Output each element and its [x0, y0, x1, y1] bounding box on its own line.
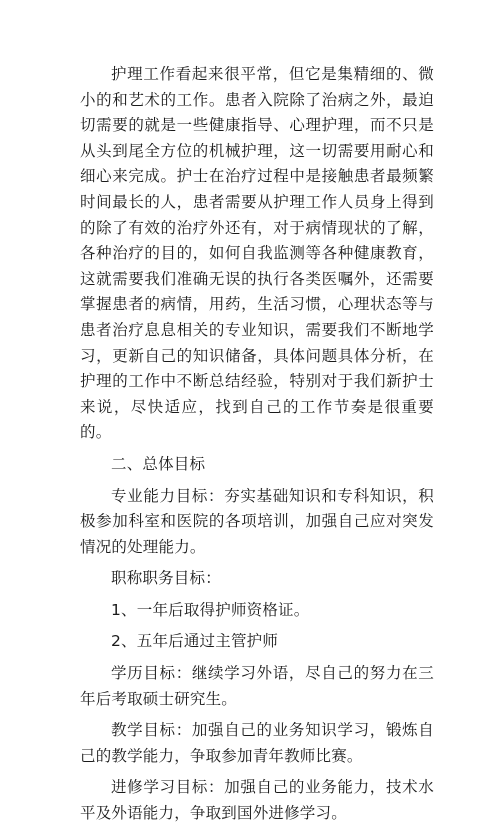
- goal-item-2: 2、五年后通过主管护师: [111, 632, 279, 651]
- professional-ability-goal-paragraph: 专业能力目标：夯实基础知识和专科知识，积极参加科室和医院的各项培训，加强自己应对突发情况的处理能力。: [80, 486, 434, 556]
- title-position-goal-label: 职称职务目标：: [111, 569, 221, 588]
- teaching-goal-paragraph: 教学目标：加强自己的业务知识学习，锻炼自己的教学能力，争取参加青年教师比赛。: [80, 721, 434, 765]
- document-body: [80, 62, 434, 827]
- education-goal-paragraph: 学历目标：继续学习外语，尽自己的努力在三年后考取硕士研究生。: [80, 664, 434, 708]
- section-heading-overall-goals: 二、总体目标: [111, 454, 206, 473]
- further-study-goal-paragraph: 进修学习目标：加强自己的业务能力，技术水平及外语能力，争取到国外进修学习。: [80, 778, 434, 823]
- intro-paragraph: 护理工作看起来很平常，但它是集精细的、微小的和艺术的工作。患者入院除了治病之外，最迫切需要的就是一些健康指导、心理护理，而不只是从头到尾全方位的机械护理，这一切需要用耐心和细心来完成。护士在治疗过程中是接触患者最频繁时间最长的人，患者需要从护理工作人员身上得到的除了有效的治疗外还有，对于病情现状的了解，各种治疗的目的，如何自我监测等各种健康教育，这就需要我们准确无误的执行各类医嘱外，还需要掌握患者的病情，用药，生活习惯，心理状态等与患者治疗息息相关的专业知识，需要我们不断地学习，更新自己的知识储备，具体问题具体分析，在护理的工作中不断总结经验，特别对于我们新护士来说，尽快适应，找到自己的工作节奏是很重要的。: [80, 65, 434, 442]
- goal-item-1: 1、一年后取得护师资格证。: [111, 600, 310, 619]
